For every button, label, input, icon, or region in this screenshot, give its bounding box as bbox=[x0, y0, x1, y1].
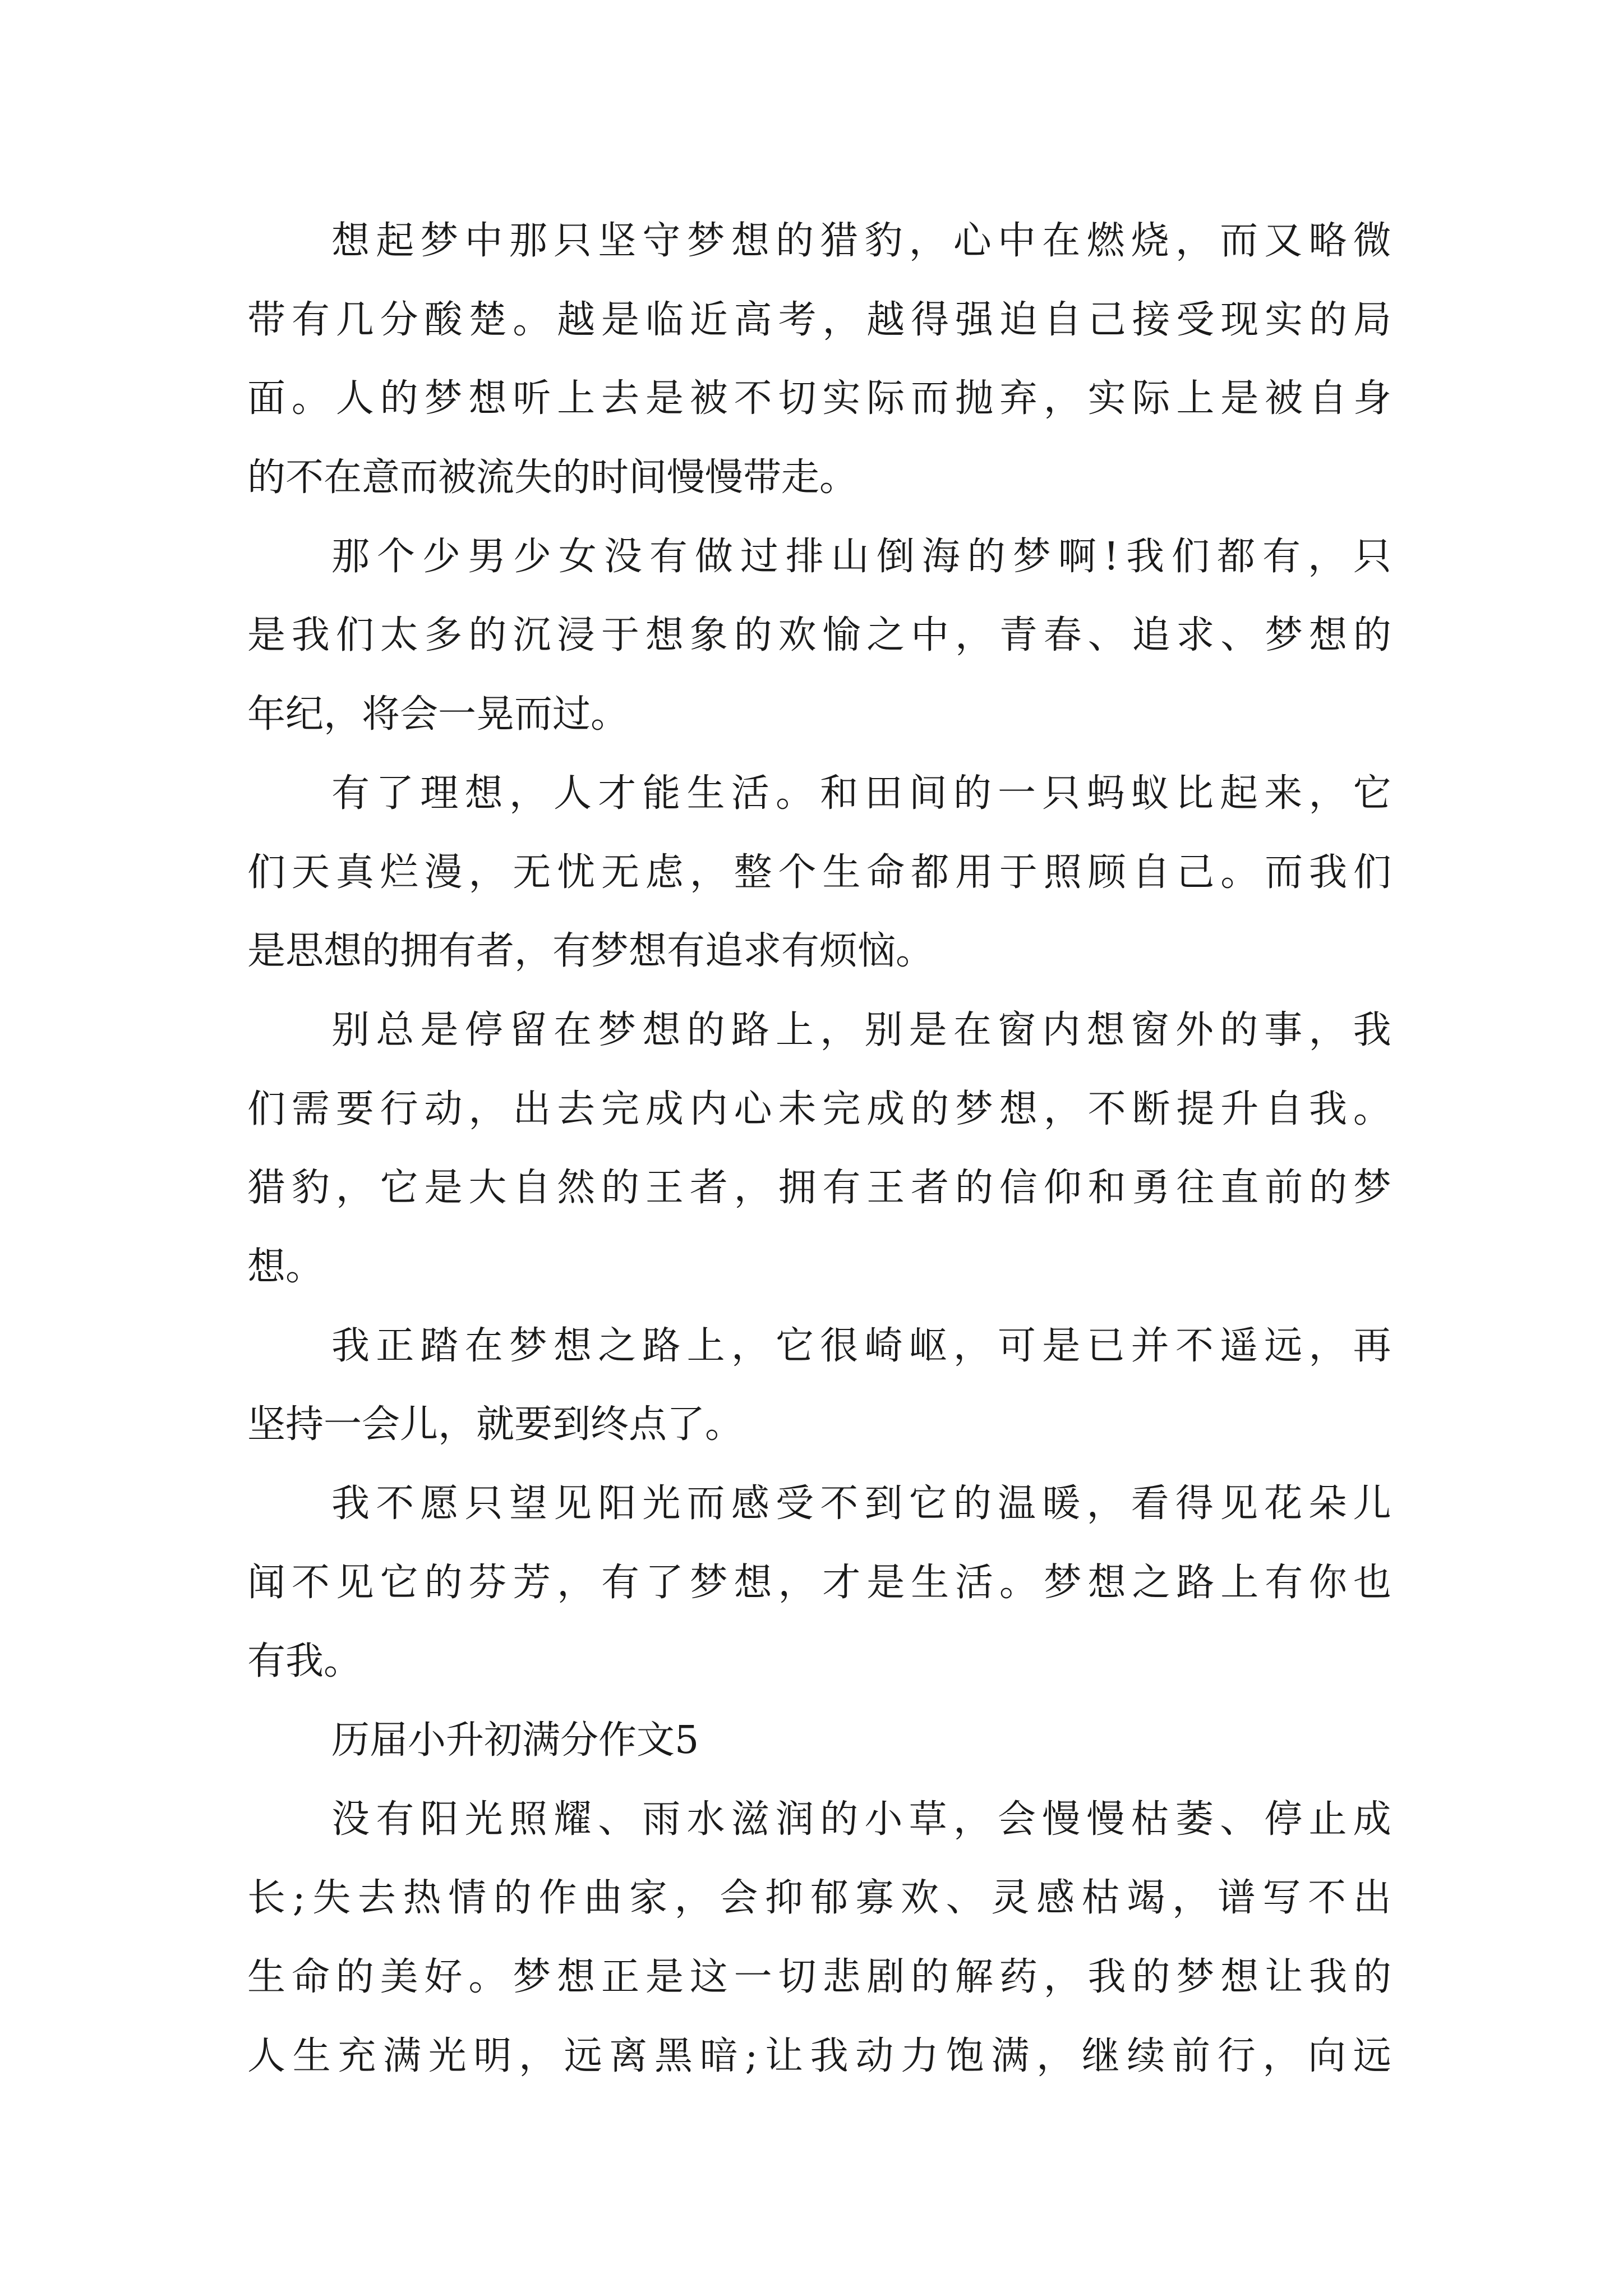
text-line: 人 生 充 满 光 明 ， 远 离 黑 暗 ; 让 我 动 力 饱 满 ， 继 续 前 行 ， 向 远 bbox=[247, 2033, 1391, 2078]
paragraph-first-line: 想 起 梦 中 那 只 坚 守 梦 想 的 猎 豹 ， 心 中 在 燃 烧 ， 而 又 略 微 bbox=[331, 219, 1391, 263]
paragraph-first-line: 有 了 理 想 ， 人 才 能 生 活 。 和 田 间 的 一 只 蚂 蚁 比 起 来 ， 它 bbox=[331, 771, 1391, 816]
paragraph-first-line: 没 有 阳 光 照 耀 、 雨 水 滋 润 的 小 草 ， 会 慢 慢 枯 萎 、 停 止 成 bbox=[331, 1797, 1391, 1842]
text-line: 坚持一会儿，就要到终点了。 bbox=[247, 1402, 744, 1447]
text-line: 长 ; 失 去 热 情 的 作 曲 家 ， 会 抑 郁 寡 欢 、 灵 感 枯 竭 ， 谱 写 不 出 bbox=[247, 1876, 1391, 1921]
text-line: 带 有 几 分 酸 楚 。 越 是 临 近 高 考 ， 越 得 强 迫 自 己 接 受 现 实 的 局 bbox=[247, 297, 1391, 342]
text-line: 是 我 们 太 多 的 沉 浸 于 想 象 的 欢 愉 之 中 ， 青 春 、 追 求 、 梦 想 的 bbox=[247, 613, 1391, 658]
text-line: 生 命 的 美 好 。 梦 想 正 是 这 一 切 悲 剧 的 解 药 ， 我 的 梦 想 让 我 的 bbox=[247, 1955, 1391, 2000]
paragraph-first-line: 我 正 踏 在 梦 想 之 路 上 ， 它 很 崎 岖 ， 可 是 已 并 不 遥 远 ， 再 bbox=[331, 1323, 1391, 1368]
text-line: 猎 豹 ， 它 是 大 自 然 的 王 者 ， 拥 有 王 者 的 信 仰 和 勇 往 直 前 的 梦 bbox=[247, 1166, 1391, 1211]
paragraph-first-line: 那 个 少 男 少 女 没 有 做 过 排 山 倒 海 的 梦 啊 ! 我 们 都 有 ， 只 bbox=[331, 534, 1391, 579]
paragraph-first-line: 我 不 愿 只 望 见 阳 光 而 感 受 不 到 它 的 温 暖 ， 看 得 见 花 朵 儿 bbox=[331, 1481, 1391, 1526]
text-line: 闻 不 见 它 的 芬 芳 ， 有 了 梦 想 ， 才 是 生 活 。 梦 想 之 路 上 有 你 也 bbox=[247, 1560, 1391, 1605]
text-line: 的不在意而被流失的时间慢慢带走。 bbox=[247, 455, 858, 500]
text-line: 有我。 bbox=[247, 1639, 362, 1684]
text-line: 想。 bbox=[247, 1244, 324, 1289]
paragraph-first-line: 别 总 是 停 留 在 梦 想 的 路 上 ， 别 是 在 窗 内 想 窗 外 的 事 ， 我 bbox=[331, 1007, 1391, 1052]
paragraph-first-line: 历届小升初满分作文5 bbox=[331, 1718, 699, 1763]
text-line: 年纪，将会一晃而过。 bbox=[247, 692, 629, 737]
text-line: 是思想的拥有者，有梦想有追求有烦恼。 bbox=[247, 929, 934, 974]
text-line: 们 天 真 烂 漫 ， 无 忧 无 虑 ， 整 个 生 命 都 用 于 照 顾 自 己 。 而 我 们 bbox=[247, 850, 1391, 895]
document-body bbox=[247, 202, 1391, 2096]
text-line: 们 需 要 行 动 ， 出 去 完 成 内 心 未 完 成 的 梦 想 ， 不 断 提 升 自 我 。 bbox=[247, 1087, 1391, 1131]
text-line: 面 。 人 的 梦 想 听 上 去 是 被 不 切 实 际 而 抛 弃 ， 实 际 上 是 被 自 身 bbox=[247, 376, 1391, 421]
